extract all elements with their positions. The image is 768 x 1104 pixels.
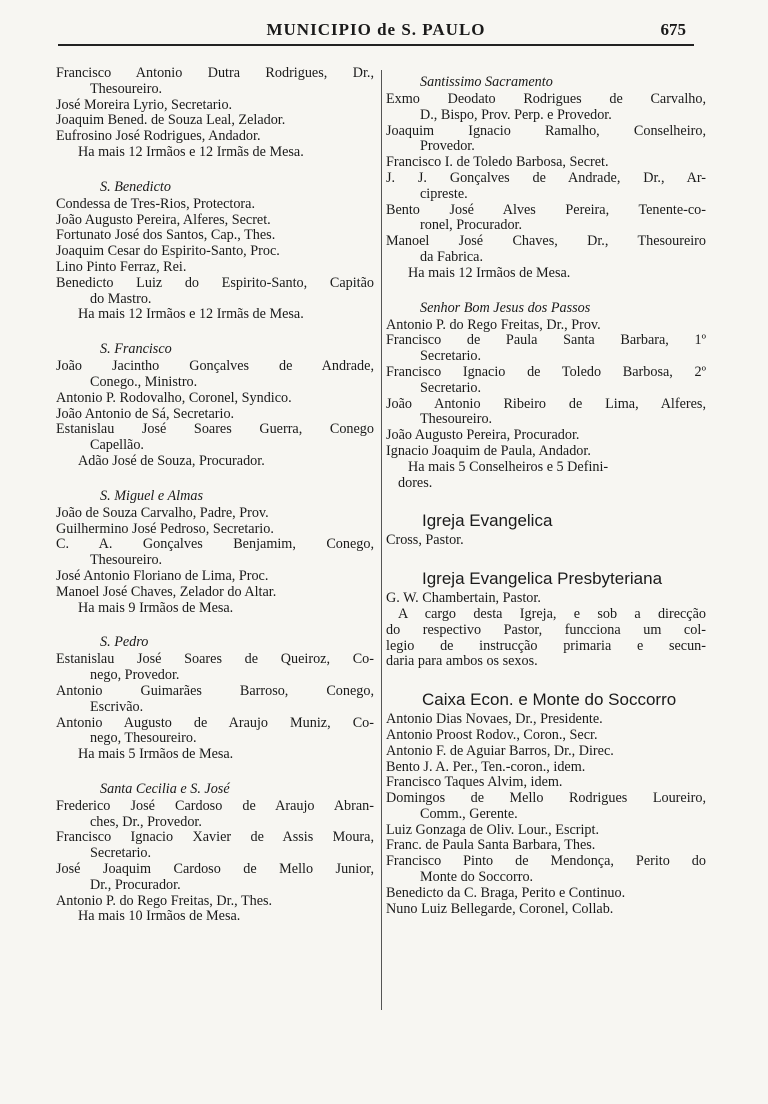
entry-line: Lino Pinto Ferraz, Rei. [56, 258, 187, 275]
entry-continuation: Conego., Ministro. [90, 373, 198, 390]
entry-line: J. J. Gonçalves de Andrade, Dr., Ar- [386, 169, 706, 186]
section [386, 300, 706, 492]
section-note: Ha mais 10 Irmãos de Mesa. [78, 908, 241, 925]
entry-line: João Antonio de Sá, Secretario. [56, 405, 235, 422]
entry-line: Joaquim Bened. de Souza Leal, Zelador. [56, 112, 286, 129]
entry-continuation: Secretario. [90, 845, 152, 862]
left-column [56, 66, 374, 925]
spacer [56, 763, 374, 773]
entry-continuation: ches, Dr., Provedor. [90, 813, 202, 830]
page-number: 675 [660, 20, 686, 39]
entry-line: Francisco Taques Alvim, idem. [386, 774, 563, 791]
paragraph-line: legio de instrucção primaria e secun- [386, 637, 706, 654]
entry-line: José Antonio Floriano de Lima, Proc. [56, 567, 269, 584]
section-note: Adão José de Souza, Procurador. [78, 452, 265, 469]
entry-line: Francisco I. de Toledo Barbosa, Secret. [386, 154, 609, 171]
entry-line: Benedicto Luiz do Espirito-Santo, Capitão [56, 274, 374, 291]
section-note: Ha mais 9 Irmãos de Mesa. [78, 599, 234, 616]
section-note: Ha mais 12 Irmãos de Mesa. [408, 264, 571, 281]
section-note: Ha mais 5 Conselheiros e 5 Defini- [408, 458, 609, 475]
entry-line: Fortunato José dos Santos, Cap., Thes. [56, 227, 276, 244]
entry-continuation: Provedor. [420, 138, 475, 155]
entry-line: João Jacintho Gonçalves de Andrade, [56, 358, 374, 375]
entry-line: Francisco Ignacio de Toledo Barbosa, 2º [386, 363, 706, 380]
page-header [58, 18, 694, 44]
entry-line: José Joaquim Cardoso de Mello Junior, [56, 861, 374, 878]
entry-continuation: D., Bispo, Prov. Perp. e Provedor. [420, 106, 612, 123]
paragraph-line: do respectivo Pastor, funcciona um col- [386, 621, 706, 638]
entry-line: Antonio Augusto de Araujo Muniz, Co- [56, 714, 374, 731]
spacer [56, 323, 374, 333]
spacer [56, 616, 374, 626]
entry-line: João Augusto Pereira, Procurador. [386, 427, 580, 444]
entry-continuation: Thesoureiro. [90, 80, 163, 97]
header-rule [58, 44, 694, 46]
right-column [386, 66, 706, 917]
entry-continuation: Secretario. [420, 379, 482, 396]
entry-line: Guilhermino José Pedroso, Secretario. [56, 520, 274, 537]
entry-line: Exmo Deodato Rodrigues de Carvalho, [386, 91, 706, 107]
entry-line: Bento J. A. Per., Ten.-coron., idem. [386, 758, 586, 775]
section [56, 634, 374, 763]
entry-continuation: Monte do Soccorro. [420, 869, 534, 886]
entry-continuation: nego, Provedor. [90, 667, 180, 684]
entry-line: Bento José Alves Pereira, Tenente-co- [386, 201, 706, 218]
entry-line: Antonio P. Rodovalho, Coronel, Syndico. [56, 389, 292, 406]
entry-line: Ignacio Joaquim de Paula, Andador. [386, 442, 591, 459]
section [56, 341, 374, 470]
entry-line: C. A. Gonçalves Benjamim, Conego, [56, 536, 374, 553]
section-heading: S. Francisco [100, 341, 172, 358]
paragraph-line: daria para ambos os sexos. [386, 653, 538, 670]
church-line: G. W. Chambertain, Pastor. [386, 590, 541, 607]
caixa-heading: Caixa Econ. e Monte do Soccorro [422, 690, 677, 710]
entry-line: Antonio P. do Rego Freitas, Dr., Prov. [386, 316, 601, 333]
section-heading: Santa Cecilia e S. José [100, 780, 230, 797]
section-heading: S. Benedicto [100, 178, 171, 195]
section-note-continuation: dores. [398, 474, 433, 491]
entry-continuation: Comm., Gerente. [420, 805, 518, 822]
entry-line: Estanislau José Soares de Queiroz, Co- [56, 651, 374, 668]
entry-continuation: da Fabrica. [420, 248, 484, 265]
entry-line: Manoel José Chaves, Zelador do Altar. [56, 583, 277, 600]
entry-line: Francisco Antonio Dutra Rodrigues, Dr., [56, 65, 374, 81]
column-divider [381, 70, 382, 1010]
entry-continuation: Thesoureiro. [420, 411, 493, 428]
section-note: Ha mais 12 Irmãos e 12 Irmãs de Mesa. [78, 306, 304, 323]
entry-line: Franc. de Paula Santa Barbara, Thes. [386, 837, 596, 854]
entry-line: Eufrosino José Rodrigues, Andador. [56, 128, 261, 145]
section-note: Ha mais 5 Irmãos de Mesa. [78, 746, 234, 763]
section [56, 488, 374, 617]
entry-line: Antonio P. do Rego Freitas, Dr., Thes. [56, 892, 273, 909]
entry-line: Nuno Luiz Bellegarde, Coronel, Collab. [386, 900, 614, 917]
section [386, 74, 706, 282]
entry-continuation: Dr., Procurador. [90, 876, 181, 893]
entry-line: Domingos de Mello Rodrigues Loureiro, [386, 790, 706, 807]
entry-line: Benedicto da C. Braga, Perito e Continuo. [386, 884, 626, 901]
spacer [56, 161, 374, 171]
entry-line: Antonio Proost Rodov., Coron., Secr. [386, 726, 598, 743]
entry-continuation: Secretario. [420, 348, 482, 365]
section [56, 66, 374, 161]
entry-line: Luiz Gonzaga de Oliv. Lour., Escript. [386, 821, 600, 838]
section-heading: Santissimo Sacramento [420, 74, 553, 90]
section [56, 179, 374, 323]
entry-line: Antonio F. de Aguiar Barros, Dr., Direc. [386, 742, 614, 759]
entry-line: Joaquim Cesar do Espirito-Santo, Proc. [56, 243, 280, 260]
spacer [386, 282, 706, 292]
section-heading: S. Pedro [100, 634, 149, 651]
entry-continuation: Escrivão. [90, 698, 144, 715]
entry-line: José Moreira Lyrio, Secretario. [56, 96, 233, 113]
entry-line: João de Souza Carvalho, Padre, Prov. [56, 504, 269, 521]
running-title: MUNICIPIO de S. PAULO [266, 20, 486, 39]
church-heading: Igreja Evangelica Presbyteriana [422, 569, 663, 589]
entry-line: João Antonio Ribeiro de Lima, Alferes, [386, 395, 706, 412]
section-heading: S. Miguel e Almas [100, 487, 203, 504]
entry-line: Francisco Pinto de Mendonça, Perito do [386, 853, 706, 870]
entry-line: Antonio Guimarães Barroso, Conego, [56, 682, 374, 699]
entry-line: Antonio Dias Novaes, Dr., Presidente. [386, 711, 603, 728]
entry-line: João Augusto Pereira, Alferes, Secret. [56, 211, 271, 228]
section-heading: Senhor Bom Jesus dos Passos [420, 299, 591, 316]
entry-line: Francisco de Paula Santa Barbara, 1º [386, 332, 706, 349]
entry-continuation: cipreste. [420, 185, 468, 202]
paragraph-line: A cargo desta Igreja, e sob a direcção [398, 605, 706, 622]
entry-line: Estanislau José Soares Guerra, Conego [56, 421, 374, 438]
entry-line: Manoel José Chaves, Dr., Thesoureiro [386, 233, 706, 250]
church-line: Cross, Pastor. [386, 532, 464, 549]
entry-line: Condessa de Tres-Rios, Protectora. [56, 195, 256, 212]
section-note: Ha mais 12 Irmãos e 12 Irmãs de Mesa. [78, 143, 304, 160]
church-heading: Igreja Evangelica [422, 511, 553, 531]
entry-line: Frederico José Cardoso de Araujo Abran- [56, 797, 374, 814]
entry-line: Francisco Ignacio Xavier de Assis Moura, [56, 829, 374, 846]
entry-continuation: do Mastro. [90, 290, 152, 307]
spacer [56, 470, 374, 480]
entry-continuation: Capellão. [90, 437, 144, 454]
entry-continuation: nego, Thesoureiro. [90, 730, 197, 747]
entry-line: Joaquim Ignacio Ramalho, Conselheiro, [386, 122, 706, 139]
entry-continuation: Thesoureiro. [90, 552, 163, 569]
entry-continuation: ronel, Procurador. [420, 217, 523, 234]
section [56, 781, 374, 925]
